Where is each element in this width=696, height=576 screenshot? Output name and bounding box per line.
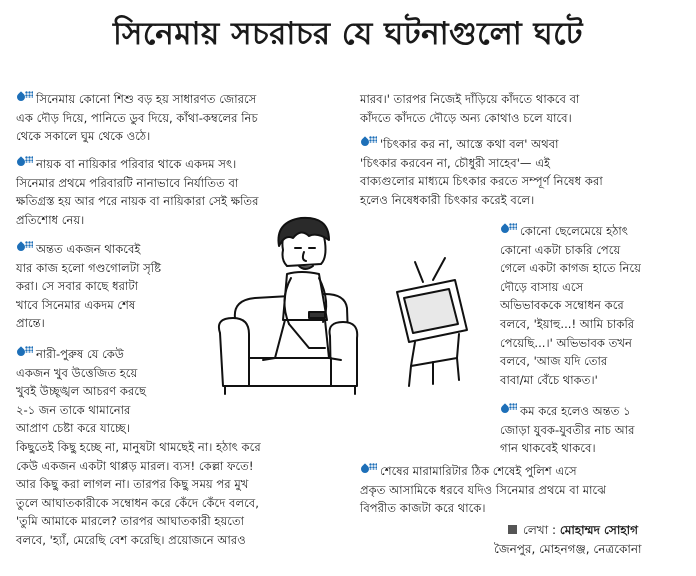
paragraph-6-text: 'চিৎকার কর না, আস্তে কথা বল' অথবা 'চিৎকার করবেন না, চৌধুরী সাহেব'— এই বাক্যগুলোর মাধ্যমে চিৎকার করতে সম্পূর্ণ নিষেধ করা হলেও নিষেধকারী চিৎকার করেই বলে। — [360, 137, 603, 207]
paragraph-7-text: কোনো ছেলেমেয়ে হঠাৎ কোনো একটা চাকরি পেয়ে গেলে একটা কাগজ হাতে নিয়ে দৌড়ে বাসায় এসে অভিভাবককে সম্বোধন করে বলবে, 'ইয়াহু...! আমি চাকরি পেয়েছি...।' অভিভাবক তখন বলবে, 'আজ যদি তোর বাবা/মা বেঁচে থাকত।' — [500, 224, 641, 387]
paragraph-8 — [500, 402, 692, 458]
paragraph-4-text: নারী-পুরুষ যে কেউ একজন খুব উত্তেজিত হয়ে খুবই উচ্ছৃঙ্খল আচরণ করছে ২-১ জন তাকে থামানোর আপ্রাণ চেষ্টা করে যাচ্ছে। কিছুতেই কিছু হচ্ছে না, মানুষটা থামছেই না। হঠাৎ করে কেউ একজন একটা থাপ্পড় মারল। ব্যস! কেল্লা ফতে! আর কিছু করা লাগল না। তারপর কিছু সময় পর মুখ তুলে আঘাতকারীকে সম্বোধন করে কেঁদে কেঁদে বলবে, 'তুমি আমাকে মারলে? তারপর আঘাতকারী হয়তো বলবে, 'হ্যাঁ, মেরেছি বেশ করেছি। প্রয়োজনে আরও — [16, 347, 261, 547]
page-title: সিনেমায় সচরাচর যে ঘটনাগুলো ঘটে — [113, 16, 583, 52]
water-drop-icon — [16, 91, 33, 104]
paragraph-7 — [500, 222, 692, 389]
water-drop-icon — [16, 241, 33, 254]
water-drop-icon — [360, 463, 377, 476]
water-drop-icon — [360, 136, 377, 149]
water-drop-icon — [16, 156, 33, 169]
author-address: জৈনপুর, মোহনগঞ্জ, নেত্রকোনা — [494, 542, 642, 556]
water-drop-icon — [16, 346, 33, 359]
author-name: মোহাম্মদ সোহাগ — [559, 523, 638, 537]
paragraph-6 — [360, 135, 690, 209]
paragraph-9-text: শেষের মারামারিটার ঠিক শেষেই পুলিশ এসে প্রকৃত আসামিকে ধরবে যদিও সিনেমার প্রথমে বা মাঝে বিপরীত কাজটা করে থাকে। — [360, 464, 606, 516]
paragraph-3-text: অন্তত একজন থাকবেই যার কাজ হলো গণ্ডগোলটা সৃষ্টি করা। সে সবার কাছে ধরাটা খাবে সিনেমার একদম শেষ প্রান্তে। — [16, 242, 162, 331]
man-watching-tv-illustration — [205, 208, 475, 398]
bullet-square-icon — [508, 525, 517, 534]
paragraph-9 — [360, 462, 690, 518]
paragraph-8-text: কম করে হলেও অন্তত ১ জোড়া যুবক-যুবতীর নাচ আর গান থাকবেই থাকবে। — [500, 404, 635, 456]
paragraph-2-text: নায়ক বা নায়িকার পরিবার থাকে একদম সৎ। সিনেমার প্রথমে পরিবারটি নানাভাবে নির্যাতিত বা ক্ষতিগ্রস্ত হয় আর পরে নায়ক বা নায়িকারা সেই ক্ষতির প্রতিশোধ নেয়। — [16, 157, 259, 227]
byline-label: লেখা : — [523, 523, 557, 537]
paragraph-5-text: মারব।' তারপর নিজেই দাঁড়িয়ে কাঁদতে থাকবে বা কাঁদতে কাঁদতে দৌড়ে অন্য কোথাও চলে যাবে। — [360, 92, 580, 125]
byline — [494, 521, 642, 556]
water-drop-icon — [500, 403, 517, 416]
paragraph-5 — [360, 90, 690, 127]
paragraph-1 — [16, 90, 361, 146]
paragraph-3 — [16, 240, 216, 333]
water-drop-icon — [500, 223, 517, 236]
paragraph-1-text: সিনেমায় কোনো শিশু বড় হয় সাধারণত জোরসে এক দৌড় দিয়ে, পানিতে ডুব দিয়ে, কাঁথা-কম্বলের নিচ থেকে সকালে ঘুম থেকে ওঠে। — [16, 92, 258, 144]
